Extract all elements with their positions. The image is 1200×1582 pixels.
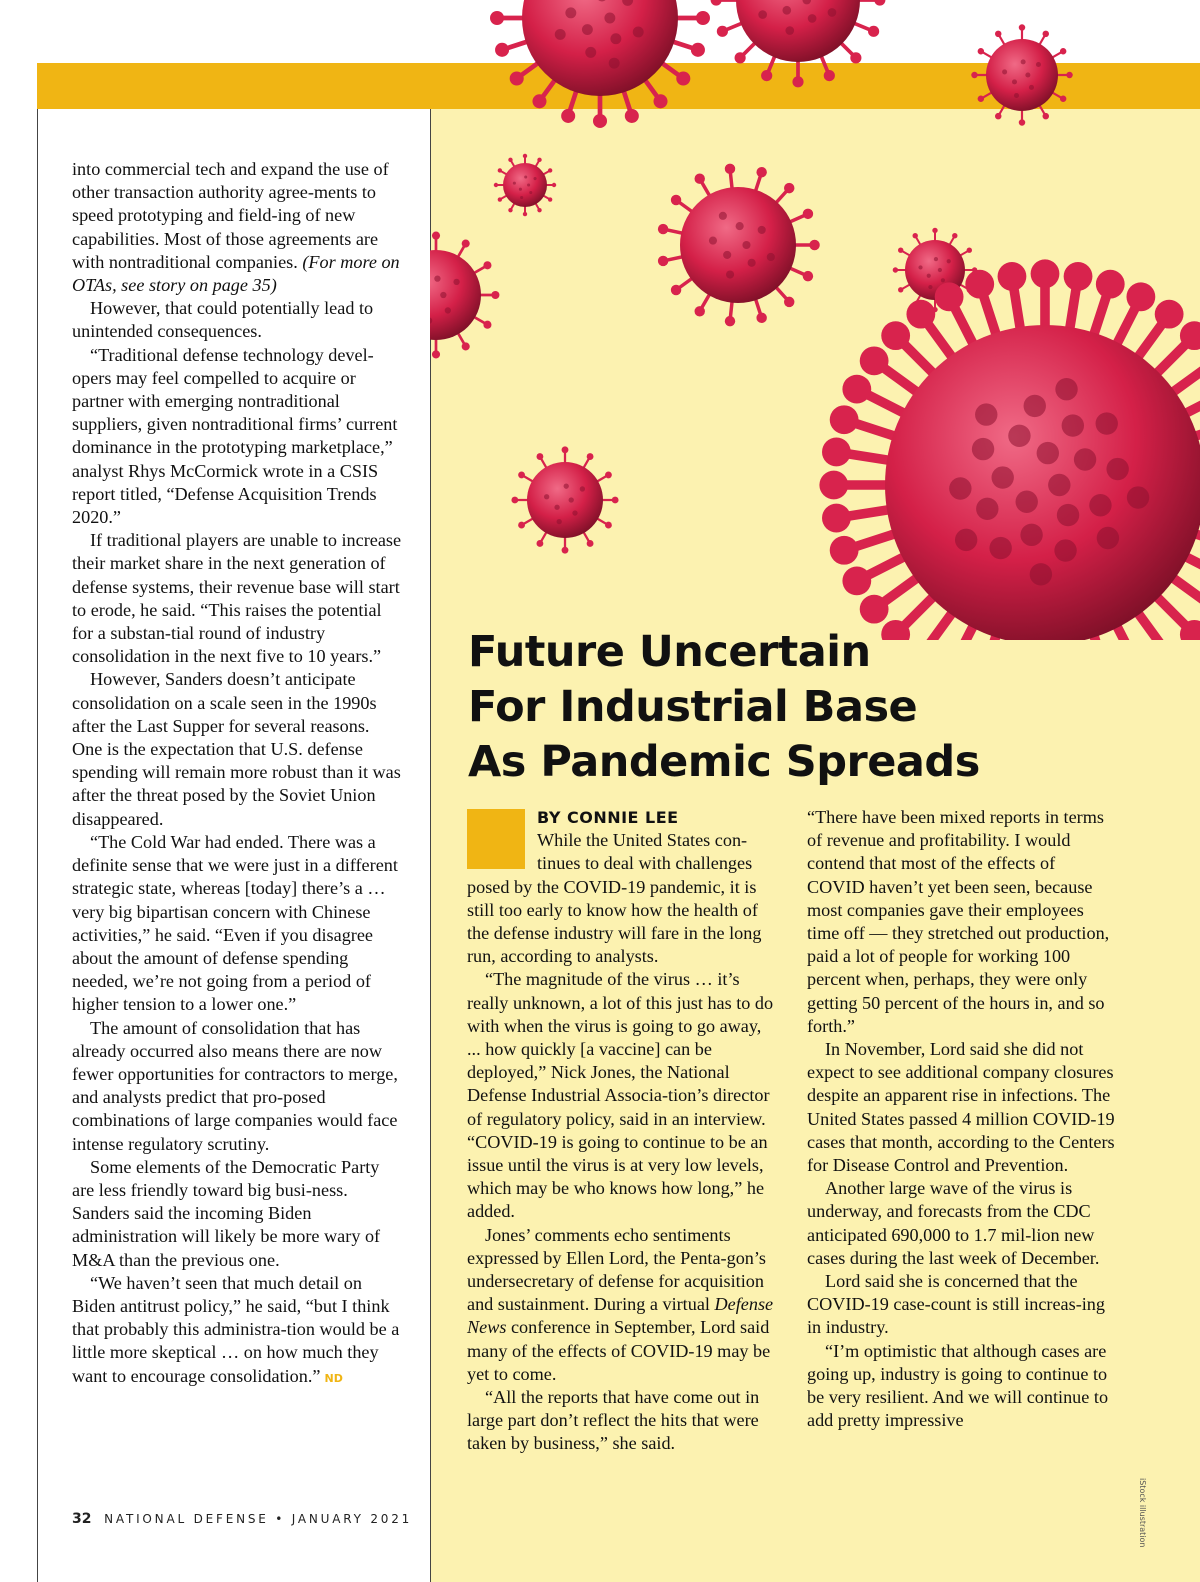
- headline-line: For Industrial Base: [468, 682, 918, 732]
- paragraph: “The magnitude of the virus … it’s really unknown, a lot of this just has to do with when the virus is going to go away, ... how quickly [a vaccine] can be deployed,” Nick Jones, the National Defense Industrial Associa-tion’s director of regulatory policy, said in an interview. “COVID-19 is going to continue to be an issue until the virus is at very low levels, which may be who knows how long,” he added.: [467, 969, 774, 1222]
- article-headline: [468, 625, 1088, 790]
- page-footer: [72, 1511, 412, 1527]
- paragraph: “We haven’t seen that much detail on Biden antitrust policy,” he said, “but I think that probably this administra-tion would be a little more skeptical … on how much they want to encourage consolidation.” ND: [72, 1272, 400, 1386]
- paragraph: “There have been mixed reports in terms of revenue and profitability. I would contend that most of the effects of COVID haven’t yet been seen, because most companies gave their employees time off — they stretched out production, paid a lot of people for working 100 percent when, perhaps, they were only getting 50 percent of the hours in, and so forth.”: [807, 807, 1110, 1036]
- drop-cap-box: [467, 809, 525, 869]
- paragraph: “The Cold War had ended. There was a definite sense that we were just in a different strategic state, whereas [today] there’s a … very big bipartisan concern with Chinese activities,” he said. “Even if you disagree about the amount of defense spending needed, we’re not going from a period of higher tension to a lower one.”: [72, 831, 398, 1015]
- headline-line: Future Uncertain: [468, 627, 871, 677]
- paragraph: However, that could potentially lead to unintended consequences.: [72, 298, 374, 342]
- header-band-left: [37, 63, 430, 109]
- paragraph: However, Sanders doesn’t anticipate consolidation on a scale seen in the 1990s after the Last Supper for several reasons. One is the expectation that U.S. defense spending will remain more robust than it was after the threat posed by the Soviet Union disappeared.: [72, 669, 401, 829]
- publication-info: NATIONAL DEFENSE • JANUARY 2021: [104, 1512, 413, 1526]
- paragraph: In November, Lord said she did not expect to see additional company closures despite an apparent rise in infections. The United States passed 4 million COVID-19 cases that month, according to the Centers for Disease Control and Prevention.: [807, 1039, 1115, 1176]
- virus-illustration: [430, 0, 1200, 640]
- paragraph: Lord said she is concerned that the COVID-19 case-count is still increas-ing in industry.: [807, 1271, 1105, 1338]
- virus-particle: [430, 232, 499, 359]
- article-column-2: [807, 806, 1117, 1432]
- paragraph: into commercial tech and expand the use of other transaction authority agree-ments to speed prototyping and field-ing of new capabilities. Most of those agreements are with nontraditional companies. (For more on OTAs, see story on page 35): [72, 159, 400, 296]
- photo-credit: iStock illustration: [1138, 1478, 1147, 1548]
- paragraph: Some elements of the Democratic Party are less friendly toward big busi-ness. Sanders said the incoming Biden administration will likely be more wary of M&A than the previous one.: [72, 1156, 381, 1270]
- headline-line: As Pandemic Spreads: [468, 737, 980, 787]
- byline: BY CONNIE LEE: [537, 808, 679, 827]
- virus-particle: [819, 259, 1200, 640]
- page-number: 32: [72, 1511, 92, 1527]
- paragraph: “Traditional defense technology devel-opers may feel compelled to acquire or partner with emerging nontraditional suppliers, given nontraditional firms’ current dominance in the prototyping marketplace,” analyst Rhys McCormick wrote in a CSIS report titled, “Defense Acquisition Trends 2020.”: [72, 344, 398, 528]
- paragraph: Another large wave of the virus is underway, and forecasts from the CDC anticipated 690,000 to 1.7 mil-lion new cases during the last week of December.: [807, 1178, 1100, 1268]
- article-column-1: [467, 806, 777, 1456]
- virus-particle: [490, 0, 710, 128]
- virus-particle: [511, 446, 618, 553]
- paragraph: “All the reports that have come out in large part don’t reflect the hits that were taken by business,” she said.: [467, 1387, 760, 1454]
- virus-particle: [494, 154, 556, 216]
- end-mark: ND: [324, 1371, 343, 1385]
- paragraph: “I’m optimistic that although cases are going up, industry is going to continue to be very resilient. And we will continue to add pretty impressive: [807, 1340, 1109, 1431]
- virus-particle: [971, 24, 1073, 126]
- column-divider: [37, 109, 38, 1582]
- continued-article-column: [72, 158, 402, 1390]
- virus-particle: [711, 0, 886, 87]
- paragraph: If traditional players are unable to increase their market share in the next generation of defense systems, their revenue base will start to erode, he said. “This raises the potential for a substan-tial round of industry consolidation in the next five to 10 years.”: [72, 530, 402, 667]
- virus-particle: [658, 164, 820, 327]
- paragraph: The amount of consolidation that has already occurred also means there are now fewer opportunities for contractors to merge, and analysts predict that pro-posed combinations of large companies would face intense regulatory scrutiny.: [72, 1017, 398, 1154]
- paragraph: While the United States con-tinues to deal with challenges posed by the COVID-19 pandemic, it is still too early to know how the health of the defense industry will fare in the long run, according to analysts.: [467, 830, 762, 967]
- paragraph: Jones’ comments echo sentiments expressed by Ellen Lord, the Penta-gon’s undersecretary of defense for acquisition and sustainment. During a virtual Defense News conference in September, Lord said many of the effects of COVID-19 may be yet to come.: [467, 1224, 774, 1384]
